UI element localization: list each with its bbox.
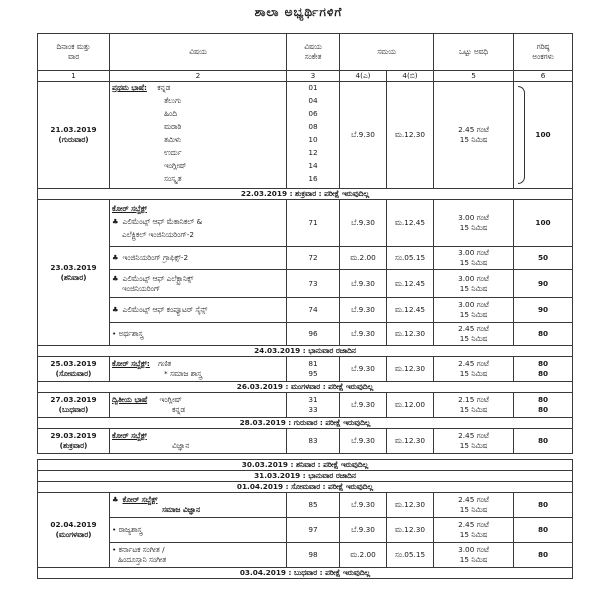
header-row [38, 34, 573, 71]
marks-cell: 100 [514, 82, 573, 189]
exam-row-25-03: 25.03.2019 (ಸೋಮವಾರ) ಕೋರ್ ಸಬ್ಜೆಕ್ಟ್: ಗಣಿತ * ಸಮಾಜ ಶಾಸ್ತ್ರ 81 95 ಬೆ.9.30 ಮ.12.30 2.45 ಗಂಟೆ 15 ನಿಮಿಷ 80 80 [38, 357, 573, 382]
exam-row-27-03: 27.03.2019 (ಬುಧವಾರ) ದ್ವಿತೀಯ ಭಾಷೆ ಇಂಗ್ಲೀಷ್ ಕನ್ನಡ 31 33 ಬೆ.9.30 ಮ.12.00 2.15 ಗಂಟೆ 15 ನಿಮಿಷ 80 80 [38, 393, 573, 418]
page-title: ಶಾಲಾ ಅಭ್ಯರ್ಥಿಗಳಿಗೆ [254, 5, 343, 19]
col-date-header: ದಿನಾಂಕ ಮತ್ತು ವಾರ [38, 34, 110, 71]
subject-cell: ಪ್ರಥಮ ಭಾಷೆ: ಕನ್ನಡ ತೆಲುಗು ಹಿಂದಿ ಮರಾಠಿ ತಮಿಳು ಉರ್ದು ಇಂಗ್ಲೀಷ್ ಸಂಸ್ಕೃತ [110, 82, 287, 189]
exam-row-02-04-c: • ಕರ್ನಾಟಕ ಸಂಗೀತ / ಹಿಂದೂಸ್ತಾನಿ ಸಂಗೀತ 98 ಮ.2.00 ಸಂ.05.15 3.00 ಗಂಟೆ 15 ನಿಮಿಷ 80 [38, 543, 573, 568]
notice-row: 28.03.2019 : ಗುರುವಾರ : ಪರೀಕ್ಷೆ ಇರುವುದಿಲ್ಲ [38, 418, 573, 429]
club-bullet-icon: ♣ [112, 495, 119, 504]
col-duration-header: ಒಟ್ಟು ಅವಧಿ [434, 34, 514, 71]
notice-row: 24.03.2019 : ಭಾನುವಾರ ರಜಾದಿನ [38, 346, 573, 357]
col-subject-header: ವಿಷಯ [110, 34, 287, 71]
code-cell: 01 04 06 08 10 12 14 16 [287, 82, 340, 189]
exam-row-23-03-b: ♣ ಇಂಜಿನಿಯರಿಂಗ್ ಗ್ರಾಫಿಕ್ಸ್-2 72 ಮ.2.00 ಸಂ.05.15 3.00 ಗಂಟೆ 15 ನಿಮಿಷ 50 [38, 247, 573, 270]
club-bullet-icon: ♣ [112, 305, 119, 314]
exam-row-02-04-b: • ರಾಜ್ಯಶಾಸ್ತ್ರ 97 ಬೆ.9.30 ಮ.12.30 2.45 ಗಂಟೆ 15 ನಿಮಿಷ 80 [38, 518, 573, 543]
club-bullet-icon: ♣ [112, 216, 119, 226]
exam-row-02-04-a: 02.04.2019 (ಮಂಗಳವಾರ) ♣ ಕೋರ್ ಸಬ್ಜೆಕ್ಟ್ ಸಮಾಜ ವಿಜ್ಞಾನ 85 ಬೆ.9.30 ಮ.12.30 2.45 ಗಂಟೆ 15 ನಿಮಿಷ 80 [38, 493, 573, 518]
brace-icon [518, 86, 525, 184]
col-code-header: ವಿಷಯ ಸಂಕೇತ [287, 34, 340, 71]
club-bullet-icon: ♣ [112, 273, 119, 283]
exam-row-23-03-e: • ಅರ್ಥಶಾಸ್ತ್ರ 96 ಬೆ.9.30 ಮ.12.30 2.45 ಗಂಟೆ 15 ನಿಮಿಷ 80 [38, 323, 573, 346]
notice-row: 31.03.2019 : ಭಾನುವಾರ ರಜಾದಿನ [38, 471, 573, 482]
column-number-row: 1 2 3 4(ಎ) 4(ಬಿ) 5 6 [38, 71, 573, 82]
notice-row: 30.03.2019 : ಶನಿವಾರ : ಪರೀಕ್ಷೆ ಇರುವುದಿಲ್ಲ [38, 460, 573, 471]
col-time-header: ಸಮಯ [340, 34, 434, 71]
exam-row-23-03-c: ♣ ಎಲಿಮೆಂಟ್ಸ್ ಆಫ್ ಎಲೆಕ್ಟ್ರಾನಿಕ್ಸ್ ಇಂಜಿನಿಯರಿಂಗ್ 73 ಬೆ.9.30 ಮ.12.45 3.00 ಗಂಟೆ 15 ನಿಮಿಷ 90 [38, 270, 573, 298]
exam-row-23-03-d: ♣ ಎಲಿಮೆಂಟ್ಸ್ ಆಫ್ ಕಂಪ್ಯೂಟರ್ ಸೈನ್ಸ್ 74 ಬೆ.9.30 ಮ.12.45 3.00 ಗಂಟೆ 15 ನಿಮಿಷ 90 [38, 298, 573, 323]
notice-row: 22.03.2019 : ಶುಕ್ರವಾರ : ಪರೀಕ್ಷೆ ಇರುವುದಿಲ್ಲ [38, 189, 573, 200]
notice-row: 26.03.2019 : ಮಂಗಳವಾರ : ಪರೀಕ್ಷೆ ಇರುವುದಿಲ್ಲ [38, 382, 573, 393]
club-bullet-icon: ♣ [112, 253, 119, 262]
notice-row: 01.04.2019 : ಸೋಮವಾರ : ಪರೀಕ್ಷೆ ಇರುವುದಿಲ್ಲ [38, 482, 573, 493]
col-marks-header: ಗರಿಷ್ಠ ಅಂಕಗಳು [514, 34, 573, 71]
exam-row-21-03: 21.03.2019 (ಗುರುವಾರ) ಪ್ರಥಮ ಭಾಷೆ: ಕನ್ನಡ ತೆಲುಗು ಹಿಂದಿ ಮರಾಠಿ ತಮಿಳು ಉರ್ದು ಇಂಗ್ಲೀಷ್ ಸಂಸ್ಕೃತ 01 04 06 08 10 12 14 16 ಬೆ.9.30 ಮ.12.30 2.45 ಗಂಟೆ 15 ನಿಮಿಷ 100 [38, 82, 573, 189]
date-cell: 23.03.2019 (ಶನಿವಾರ) [38, 200, 110, 346]
exam-timetable [37, 33, 573, 579]
exam-row-29-03: 29.03.2019 (ಶುಕ್ರವಾರ) ಕೋರ್ ಸಬ್ಜೆಕ್ಟ್ ವಿಜ್ಞಾನ 83 ಬೆ.9.30 ಮ.12.30 2.45 ಗಂಟೆ 15 ನಿಮಿಷ 80 [38, 429, 573, 454]
exam-row-23-03-a: 23.03.2019 (ಶನಿವಾರ) ಕೋರ್ ಸಬ್ಜೆಕ್ಟ್ ♣ ಎಲಿಮೆಂಟ್ಸ್ ಆಫ್ ಮೆಕಾನಿಕಲ್ & ಎಲೆಕ್ಟ್ರಿಕಲ್ ಇಂಜಿನಿಯರಿಂಗ್-2 71 ಬೆ.9.30 ಮ.12.45 3.00 ಗಂಟೆ 15 ನಿಮಿಷ 100 [38, 200, 573, 247]
date-cell: 21.03.2019 (ಗುರುವಾರ) [38, 82, 110, 189]
notice-row: 03.04.2019 : ಬುಧವಾರ : ಪರೀಕ್ಷೆ ಇರುವುದಿಲ್ಲ [38, 568, 573, 579]
